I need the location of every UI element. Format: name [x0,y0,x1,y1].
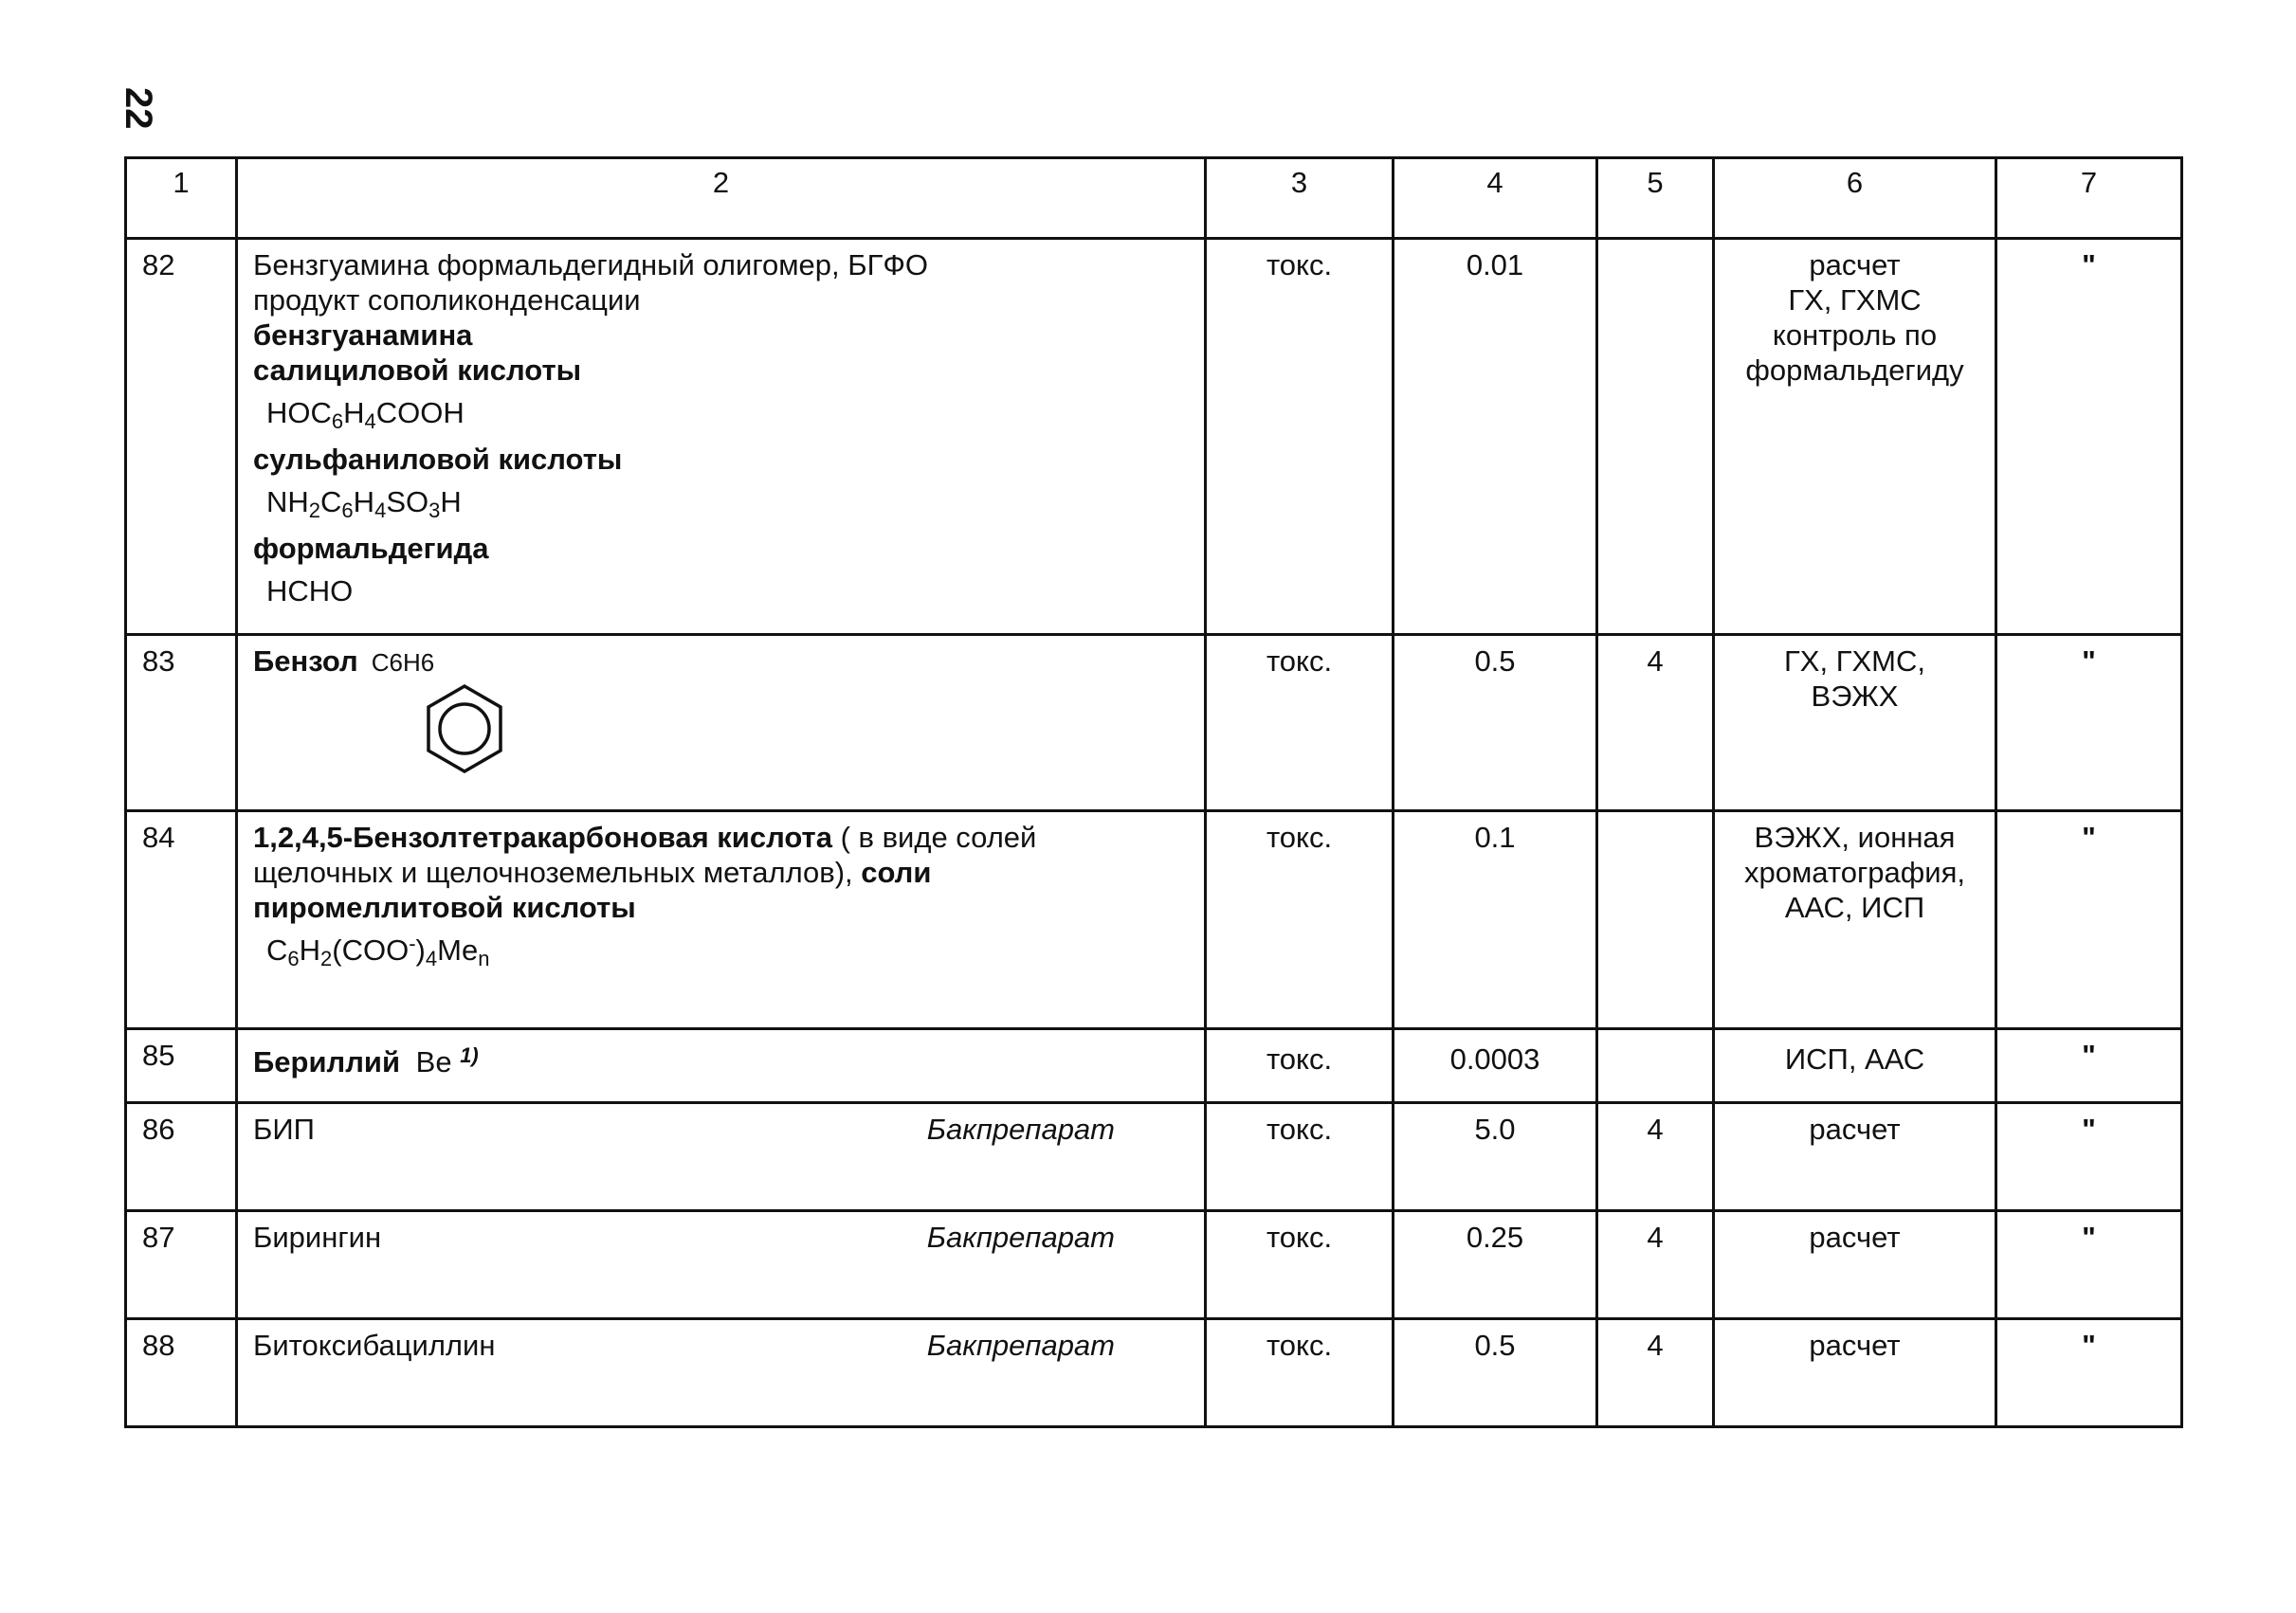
method-cell: расчет [1714,1103,1996,1211]
limit-value: 0.0003 [1394,1029,1597,1103]
chemical-formula: $NH_2C_6H_4SO_3H$ [266,485,462,522]
method-cell: расчет [1714,1211,1996,1319]
substance-cell [237,1029,1206,1103]
table-row [126,1319,2182,1427]
component-name: формальдегида [253,532,489,565]
substance-desc: продукт сополиконденсации [253,283,641,317]
component-name: салициловой кислоты [253,353,582,387]
hazard-type: токс. [1206,1319,1394,1427]
hazard-class: 4 [1597,1103,1714,1211]
substance-cell: 1,2,4,5-Бензолтетракарбоновая кислота ( в виде солей щелочных и щелочноземельных металлов), соли пиромеллитовой кислоты $C_6H_2(COO^-)_4Me_n$ [237,811,1206,1029]
chemical-formula: C6H6 [371,648,435,677]
row-number: 88 [126,1319,237,1427]
substance-cell [237,239,1206,635]
row-number: 84 [126,811,237,1029]
component-name: сульфаниловой кислоты [253,443,623,476]
ditto-mark: " [1996,635,2182,811]
header-col-1: 1 [126,158,237,239]
method-cell: ГХ, ГХМС, ВЭЖХ [1714,635,1996,811]
row-number: 87 [126,1211,237,1319]
row-number: 86 [126,1103,237,1211]
header-row [126,158,2182,239]
hazard-type: токс. [1206,811,1394,1029]
page-number: 22 [118,87,159,130]
hazard-class: 4 [1597,1211,1714,1319]
substance-cell [237,1211,1206,1319]
limit-value: 5.0 [1394,1103,1597,1211]
header-col-5: 5 [1597,158,1714,239]
hazard-class [1597,811,1714,1029]
limit-value: 0.5 [1394,1319,1597,1427]
table-row [126,1103,2182,1211]
ditto-mark: " [1996,1319,2182,1427]
hazard-type: токс. [1206,1029,1394,1103]
row-number: 85 [126,1029,237,1103]
hazard-type: токс. [1206,1103,1394,1211]
header-col-3: 3 [1206,158,1394,239]
substances-table [124,156,2183,1428]
substance-cell [237,1103,1206,1211]
table-row [126,1211,2182,1319]
benzene-ring-icon [422,682,507,777]
limit-value: 0.1 [1394,811,1597,1029]
hazard-type: токс. [1206,239,1394,635]
header-col-2: 2 [237,158,1206,239]
substance-note: Бакпрепарат [926,1329,1115,1362]
substance-name: Бериллий [253,1045,401,1078]
row-number: 82 [126,239,237,635]
ditto-mark: " [1996,239,2182,635]
hazard-class [1597,1029,1714,1103]
substance-name: Битоксибациллин [253,1329,496,1362]
footnote-mark: 1) [460,1043,479,1067]
header-col-4: 4 [1394,158,1597,239]
substance-cell [237,1319,1206,1427]
limit-value: 0.01 [1394,239,1597,635]
limit-value: 0.25 [1394,1211,1597,1319]
substance-cell [237,635,1206,811]
table-row [126,811,2182,1029]
ditto-mark: " [1996,1103,2182,1211]
substance-name: 1,2,4,5-Бензолтетракарбоновая кислота [253,821,832,854]
ditto-mark: " [1996,1211,2182,1319]
header-col-6: 6 [1714,158,1996,239]
substance-name: БИП [253,1113,315,1146]
substance-note: Бакпрепарат [926,1113,1115,1146]
ditto-mark: " [1996,1029,2182,1103]
hazard-class: 4 [1597,1319,1714,1427]
limit-value: 0.5 [1394,635,1597,811]
header-col-7: 7 [1996,158,2182,239]
chemical-formula: HCHO [266,574,354,607]
method-cell: ИСП, ААС [1714,1029,1996,1103]
hazard-type: токс. [1206,635,1394,811]
hazard-class [1597,239,1714,635]
hazard-class: 4 [1597,635,1714,811]
table-row [126,239,2182,635]
component-name: бензгуанамина [253,318,473,352]
method-cell: расчет [1714,1319,1996,1427]
substance-name: Бирингин [253,1221,382,1254]
chemical-formula: Be [415,1045,452,1078]
chemical-formula: $C_6H_2(COO^-)_4Me_n$ [266,932,490,970]
substance-name: Бензол [253,644,358,678]
table-row [126,635,2182,811]
substance-name: Бензгуамина формальдегидный олигомер, БГФО [253,248,929,281]
method-cell: расчет ГХ, ГХМС контроль по формальдегиду [1714,239,1996,635]
row-number: 83 [126,635,237,811]
substance-note: Бакпрепарат [926,1221,1115,1254]
ditto-mark: " [1996,811,2182,1029]
chemical-formula: $HOC_6H_4COOH$ [266,396,465,433]
table-row [126,1029,2182,1103]
hazard-type: токс. [1206,1211,1394,1319]
method-cell: ВЭЖХ, ионная хроматография, ААС, ИСП [1714,811,1996,1029]
